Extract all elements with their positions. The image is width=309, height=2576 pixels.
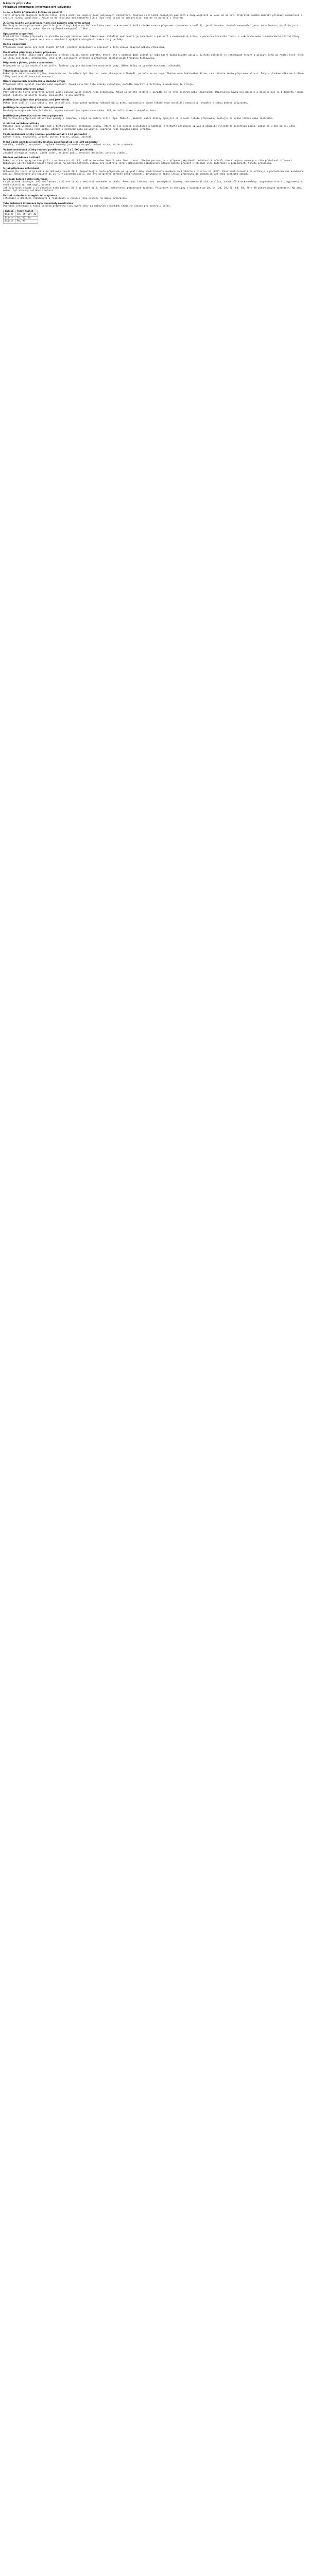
section-heading: 5. Jak přípravek uchovávat bbox=[3, 167, 39, 170]
section-heading: 3. Jak se tento přípravek užívá bbox=[3, 88, 44, 91]
paragraph: Přípravek může vyvolat závratě nebo ospalost. Pokud se u Vás tyto účinky vyskytnou, neřiďte dopravní prostředky a neobsluhujte stroje. bbox=[3, 83, 194, 86]
section-heading: Jestliže jste užil(a) více přípravku, než jste měl(a) bbox=[3, 99, 70, 102]
paragraph: Podrobné informace o tomto léčivém přípravku jsou uveřejněny na webových stránkách Státního ústavu pro kontrolu léčiv. bbox=[3, 205, 171, 208]
paragraph: Pokud se u Vás vyskytne kterýkoli z nežádoucích účinků, sdělte to svému lékaři nebo lékárníkovi. Stejně postupujte v případě jakýchkoli nežádoucích účinků, které nejsou uvedeny v této příbalové informaci. Nežádoucí účinky můžete hlásit také přímo na adresu Státního ústavu pro kontrolu léčiv. Nahlášením nežádoucích účinků můžete přispět k získání více informací o bezpečnosti tohoto přípravku. bbox=[3, 159, 295, 165]
table-row bbox=[4, 220, 38, 223]
section-heading: Těhotenství, kojení a plodnost bbox=[3, 70, 44, 73]
section-heading: Upozornění a opatření bbox=[3, 32, 33, 36]
document-body bbox=[3, 11, 306, 208]
paragraph: Uchovávejte tento přípravek mimo dohled a dosah dětí. Nepoužívejte tento přípravek po uplynutí doby použitelnosti uvedené na krabičce a blistru za „EXP“. Doba použitelnosti se vztahuje k poslednímu dni uvedeného měsíce. Uchovávejte při teplotě do 25 °C v původním obalu, aby byl přípravek chráněn před vlhkostí. Nevyhazujte žádné léčivé přípravky do odpadních vod nebo domácího odpadu. bbox=[3, 170, 305, 176]
paragraph: závažné alergické reakce, zánět jater, snížení počtu krevních destiček, poruchy vidění. bbox=[3, 151, 127, 155]
paragraph: Jak přípravek vypadá a co obsahuje toto balení: Bílé až téměř bílé, kulaté, bikonvexní potahované tablety. Přípravek je dostupný v baleních po 10, 14, 28, 30, 56, 60, 84, 90 a 98 potahovaných tabletách. Na trhu nemusí být všechny velikosti balení. bbox=[3, 187, 304, 193]
section-heading: Přípravek s jídlem, pitím a alkoholem bbox=[3, 62, 53, 65]
document bbox=[0, 0, 309, 228]
section-heading: Hlášení nežádoucích účinků bbox=[3, 157, 40, 160]
section-heading: 1. Co je tento přípravek a k čemu se používá bbox=[3, 11, 63, 14]
section-heading: Jestliže jste přestal(a) užívat tento přípravek bbox=[3, 114, 63, 117]
table-cell: 10, 14, 28, 30 bbox=[15, 213, 38, 216]
table-row bbox=[4, 213, 38, 216]
paragraph: Co přípravek obsahuje: Léčivou látkou je účinná látka v množství uvedeném na obalu. Pomocnými látkami jsou: monohydrát laktózy, mikrokrystalická celulóza, sodná sůl kroskarmelózy, magnesium-stearát, hypromelóza, oxid titaničitý, makrogol, mastek. bbox=[3, 181, 305, 187]
paragraph: vyrážka, svědění, nespavost, zvýšené hodnoty jaterních enzymů, bušení srdce, sucho v ústech. bbox=[3, 144, 134, 147]
paragraph: Informujte svého lékaře nebo lékárníka o všech lécích, které užíváte, které jste v nedávné době užíval(a) nebo které možná budete užívat. Zvláště důležité je informovat lékaře o užívání léků na ředění krve, léků na léčbu epilepsie, antibiotik, léků proti plísňovým infekcím a přípravků obsahujících třezalku tečkovanou. bbox=[3, 54, 305, 60]
table-cell: Blistr bbox=[4, 216, 15, 219]
paragraph: Pokud jste užil(a) více tablet, než jste měl(a), nebo pokud tablety náhodně užilo dítě, kontaktujte ihned lékaře nebo nejbližší nemocnici. Vezměte s sebou balení přípravku. bbox=[3, 101, 248, 105]
document-title: Návod k přípravku bbox=[3, 2, 31, 5]
table-header-cell: Balení bbox=[4, 210, 15, 213]
section-heading: Vzácné nežádoucí účinky (mohou postihnout až 1 z 1 000 pacientů) bbox=[3, 148, 93, 151]
table-header-row bbox=[4, 210, 38, 213]
paragraph: Vždy užívejte tento přípravek přesně podle pokynů svého lékaře nebo lékárníka. Pokud si nejste jistý(á), poraďte se se svým lékařem nebo lékárníkem. Doporučená dávka pro dospělé a dospívající je 1 tableta jednou denně. Tabletu polykejte celou, nekousejte ji ani nedrťte. bbox=[3, 91, 305, 97]
section-heading: 6. Obsah balení a další informace bbox=[3, 178, 48, 181]
section-heading: 4. Možné nežádoucí účinky bbox=[3, 122, 39, 125]
paragraph: Přípravek není určen pro děti mladší 12 let, protože bezpečnost a účinnost v této věkové skupině nebyla stanovena. bbox=[3, 46, 166, 49]
section-heading: Méně časté nežádoucí účinky (mohou postihnout až 1 ze 100 pacientů) bbox=[3, 141, 98, 144]
section-heading: Držitel rozhodnutí o registraci a výrobce bbox=[3, 194, 57, 197]
paragraph: Přípravek se užívá nezávisle na jídle. Tablety zapijte dostatečným množstvím vody. Během léčby se vyhněte konzumaci alkoholu. bbox=[3, 64, 181, 67]
paragraph: Informace o držiteli rozhodnutí o registraci a výrobci jsou uvedeny na obalu přípravku. bbox=[3, 197, 127, 200]
section-heading: 2. Čemu musíte věnovat pozornost, než začnete přípravek užívat bbox=[3, 22, 90, 25]
paragraph: Podobně jako všechny léky může mít i tento přípravek nežádoucí účinky, které se ale nemusí vyskytnout u každého. Přestaňte přípravek užívat a okamžitě vyhledejte lékařskou pomoc, pokud se u Vás objeví otok obličeje, rtů, jazyka nebo hrdla, obtíže s dýcháním nebo polykáním, kopřivka nebo závažná kožní vyrážka. bbox=[3, 125, 297, 131]
paragraph: Před užitím tohoto přípravku se poraďte se svým lékařem nebo lékárníkem. Zvláštní opatrnosti je zapotřebí u pacientů s onemocněním srdce, s poruchou krevního tlaku, s cukrovkou nebo s onemocněním štítné žlázy. Informujte lékaře, pokud se u Vás v minulosti vyskytla alergická reakce na jiné léky. bbox=[3, 36, 302, 41]
paragraph: Tento přípravek obsahuje léčivou látku, která patří do skupiny léků nazývaných inhibitory. Používá se k léčbě dospělých pacientů a dospívajících ve věku od 12 let. Přípravek pomáhá zmírnit příznaky onemocnění a snižuje riziko komplikací. Pokud se do několika dnů nebudete cítit lépe nebo pokud se Vám přitíží, musíte se poradit s lékařem. bbox=[3, 14, 304, 20]
paragraph: bolest hlavy, nevolnost, průjem, bolest břicha, únava, závratě. bbox=[3, 136, 93, 139]
paragraph: Pokud jste těhotná nebo kojíte, domníváte se, že můžete být těhotná, nebo plánujete otěhotnět, poraďte se se svým lékařem nebo lékárníkem dříve, než začnete tento přípravek užívat. Ženy v plodném věku musí během léčby používat účinnou antikoncepci. bbox=[3, 73, 305, 78]
paragraph: Nepřestávejte přípravek užívat bez porady s lékařem, i když se budete cítit lépe. Máte-li jakékoli další otázky týkající se užívání tohoto přípravku, zeptejte se svého lékaře nebo lékárníka. bbox=[3, 117, 274, 121]
section-heading: Časté nežádoucí účinky (mohou postihnout až 1 z 10 pacientů) bbox=[3, 133, 87, 136]
pack-size-table bbox=[3, 210, 38, 224]
table-cell: 56, 60, 84 bbox=[15, 216, 38, 219]
table-cell: Blistr bbox=[4, 220, 15, 223]
section-heading: Děti a dospívající bbox=[3, 43, 26, 46]
document-subtitle: Příbalová informace: informace pro uživatele bbox=[3, 6, 72, 9]
table-header-cell: Počet tablet bbox=[15, 210, 38, 213]
paragraph: Nezdvojnásobujte následující dávku, abyste nahradil(a) vynechanou dávku. Užijte další dávku v obvyklou dobu. bbox=[3, 110, 157, 113]
table-cell: Blistr bbox=[4, 213, 15, 216]
section-heading: Řízení dopravních prostředků a obsluha strojů bbox=[3, 80, 65, 83]
section-heading: Jestliže jste zapomněl(a) užít tento přípravek bbox=[3, 107, 64, 110]
table-cell: 90, 98 bbox=[15, 220, 38, 223]
section-heading: Další léčivé přípravky a tento přípravek bbox=[3, 51, 56, 54]
section-heading: Tato příbalová informace byla naposledy revidována bbox=[3, 202, 73, 205]
paragraph: Neužívejte tento přípravek: jestliže jste alergický(á) na léčivou látku nebo na kteroukoli další složku tohoto přípravku (uvedenou v bodě 6); jestliže máte závažné onemocnění jater nebo ledvin; jestliže jste těhotná nebo kojíte, pokud Vám to výslovně nedoporučil lékař. bbox=[3, 25, 300, 30]
